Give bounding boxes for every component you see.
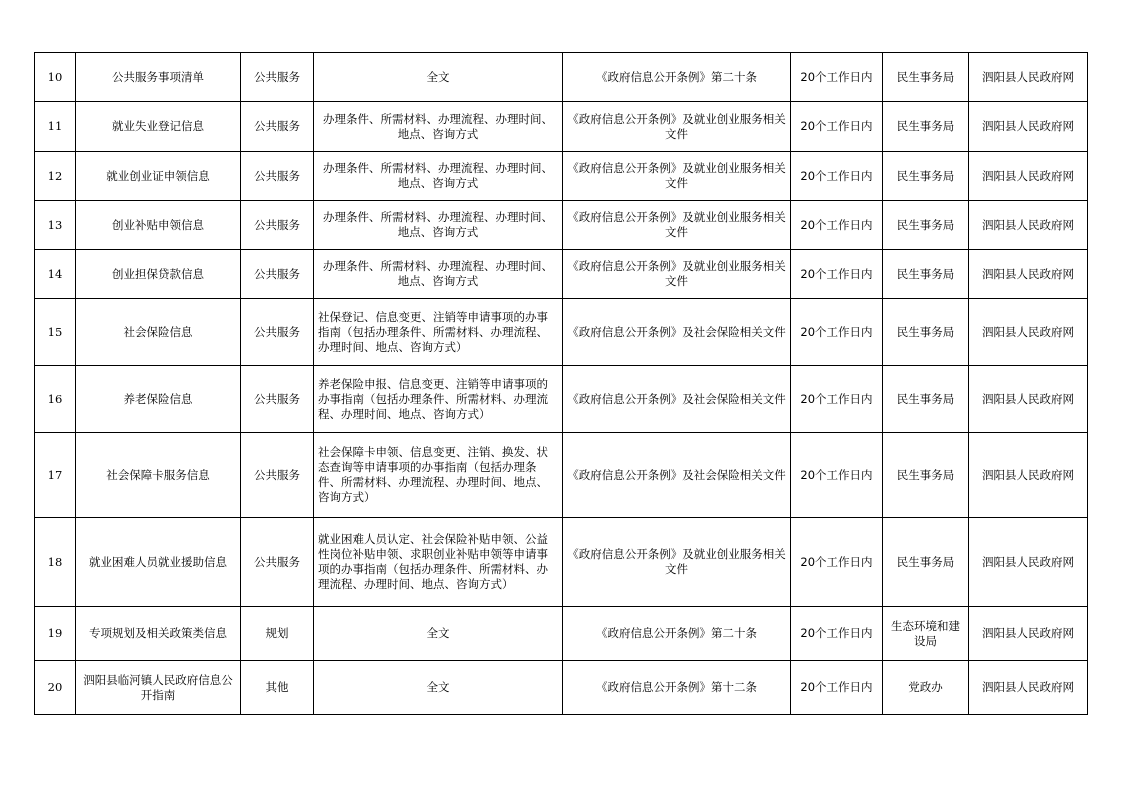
disclosure-basis: 《政府信息公开条例》及社会保险相关文件 <box>563 433 791 518</box>
table-row <box>35 201 1088 250</box>
responsible-department: 民生事务局 <box>883 518 969 607</box>
item-category: 公共服务 <box>241 366 314 433</box>
disclosure-content: 全文 <box>314 53 563 102</box>
disclosure-content: 办理条件、所需材料、办理流程、办理时间、地点、咨询方式 <box>314 250 563 299</box>
table-row <box>35 518 1088 607</box>
disclosure-content: 全文 <box>314 661 563 715</box>
responsible-department: 民生事务局 <box>883 53 969 102</box>
disclosure-content: 办理条件、所需材料、办理流程、办理时间、地点、咨询方式 <box>314 201 563 250</box>
time-limit: 20个工作日内 <box>791 299 883 366</box>
row-number: 19 <box>35 607 76 661</box>
item-category: 公共服务 <box>241 152 314 201</box>
time-limit: 20个工作日内 <box>791 433 883 518</box>
item-name: 就业失业登记信息 <box>76 102 241 152</box>
table-row <box>35 299 1088 366</box>
time-limit: 20个工作日内 <box>791 53 883 102</box>
item-name: 就业困难人员就业援助信息 <box>76 518 241 607</box>
disclosure-channel: 泗阳县人民政府网 <box>969 661 1088 715</box>
table-row <box>35 607 1088 661</box>
disclosure-basis: 《政府信息公开条例》及就业创业服务相关文件 <box>563 201 791 250</box>
item-category: 公共服务 <box>241 201 314 250</box>
disclosure-basis: 《政府信息公开条例》第二十条 <box>563 53 791 102</box>
responsible-department: 民生事务局 <box>883 299 969 366</box>
disclosure-content: 就业困难人员认定、社会保险补贴申领、公益性岗位补贴申领、求职创业补贴申领等申请事项的办事指南（包括办理条件、所需材料、办理流程、办理时间、地点、咨询方式） <box>314 518 563 607</box>
item-name: 专项规划及相关政策类信息 <box>76 607 241 661</box>
disclosure-basis: 《政府信息公开条例》第二十条 <box>563 607 791 661</box>
disclosure-channel: 泗阳县人民政府网 <box>969 299 1088 366</box>
responsible-department: 党政办 <box>883 661 969 715</box>
responsible-department: 民生事务局 <box>883 366 969 433</box>
time-limit: 20个工作日内 <box>791 102 883 152</box>
disclosure-content: 社保登记、信息变更、注销等申请事项的办事指南（包括办理条件、所需材料、办理流程、办理时间、地点、咨询方式） <box>314 299 563 366</box>
disclosure-content: 养老保险申报、信息变更、注销等申请事项的办事指南（包括办理条件、所需材料、办理流程、办理时间、地点、咨询方式） <box>314 366 563 433</box>
table-row <box>35 152 1088 201</box>
item-name: 创业担保贷款信息 <box>76 250 241 299</box>
time-limit: 20个工作日内 <box>791 607 883 661</box>
disclosure-basis: 《政府信息公开条例》及就业创业服务相关文件 <box>563 518 791 607</box>
responsible-department: 民生事务局 <box>883 433 969 518</box>
time-limit: 20个工作日内 <box>791 152 883 201</box>
responsible-department: 民生事务局 <box>883 250 969 299</box>
item-name: 社会保险信息 <box>76 299 241 366</box>
responsible-department: 民生事务局 <box>883 102 969 152</box>
item-name: 养老保险信息 <box>76 366 241 433</box>
item-category: 公共服务 <box>241 433 314 518</box>
item-category: 公共服务 <box>241 299 314 366</box>
item-name: 创业补贴申领信息 <box>76 201 241 250</box>
item-name: 就业创业证申领信息 <box>76 152 241 201</box>
item-category: 公共服务 <box>241 102 314 152</box>
row-number: 10 <box>35 53 76 102</box>
disclosure-content: 办理条件、所需材料、办理流程、办理时间、地点、咨询方式 <box>314 152 563 201</box>
table-row <box>35 102 1088 152</box>
disclosure-basis: 《政府信息公开条例》及就业创业服务相关文件 <box>563 152 791 201</box>
table-row <box>35 433 1088 518</box>
disclosure-table <box>34 52 1088 715</box>
time-limit: 20个工作日内 <box>791 518 883 607</box>
disclosure-channel: 泗阳县人民政府网 <box>969 152 1088 201</box>
row-number: 12 <box>35 152 76 201</box>
item-category: 规划 <box>241 607 314 661</box>
item-category: 公共服务 <box>241 250 314 299</box>
row-number: 15 <box>35 299 76 366</box>
responsible-department: 生态环境和建设局 <box>883 607 969 661</box>
responsible-department: 民生事务局 <box>883 152 969 201</box>
row-number: 16 <box>35 366 76 433</box>
disclosure-channel: 泗阳县人民政府网 <box>969 201 1088 250</box>
row-number: 14 <box>35 250 76 299</box>
item-category: 公共服务 <box>241 518 314 607</box>
disclosure-content: 全文 <box>314 607 563 661</box>
time-limit: 20个工作日内 <box>791 201 883 250</box>
disclosure-content: 社会保障卡申领、信息变更、注销、换发、状态查询等申请事项的办事指南（包括办理条件、所需材料、办理流程、办理时间、地点、咨询方式） <box>314 433 563 518</box>
disclosure-basis: 《政府信息公开条例》及社会保险相关文件 <box>563 366 791 433</box>
row-number: 18 <box>35 518 76 607</box>
time-limit: 20个工作日内 <box>791 661 883 715</box>
disclosure-basis: 《政府信息公开条例》及就业创业服务相关文件 <box>563 102 791 152</box>
table-row <box>35 366 1088 433</box>
item-name: 社会保障卡服务信息 <box>76 433 241 518</box>
disclosure-channel: 泗阳县人民政府网 <box>969 250 1088 299</box>
row-number: 20 <box>35 661 76 715</box>
table-row <box>35 250 1088 299</box>
disclosure-channel: 泗阳县人民政府网 <box>969 102 1088 152</box>
disclosure-content: 办理条件、所需材料、办理流程、办理时间、地点、咨询方式 <box>314 102 563 152</box>
item-category: 其他 <box>241 661 314 715</box>
row-number: 11 <box>35 102 76 152</box>
time-limit: 20个工作日内 <box>791 366 883 433</box>
row-number: 13 <box>35 201 76 250</box>
disclosure-channel: 泗阳县人民政府网 <box>969 433 1088 518</box>
item-category: 公共服务 <box>241 53 314 102</box>
table-row <box>35 661 1088 715</box>
disclosure-channel: 泗阳县人民政府网 <box>969 53 1088 102</box>
item-name: 泗阳县临河镇人民政府信息公开指南 <box>76 661 241 715</box>
time-limit: 20个工作日内 <box>791 250 883 299</box>
table-row <box>35 53 1088 102</box>
disclosure-channel: 泗阳县人民政府网 <box>969 607 1088 661</box>
disclosure-basis: 《政府信息公开条例》及社会保险相关文件 <box>563 299 791 366</box>
disclosure-basis: 《政府信息公开条例》第十二条 <box>563 661 791 715</box>
item-name: 公共服务事项清单 <box>76 53 241 102</box>
responsible-department: 民生事务局 <box>883 201 969 250</box>
disclosure-channel: 泗阳县人民政府网 <box>969 518 1088 607</box>
disclosure-channel: 泗阳县人民政府网 <box>969 366 1088 433</box>
row-number: 17 <box>35 433 76 518</box>
disclosure-basis: 《政府信息公开条例》及就业创业服务相关文件 <box>563 250 791 299</box>
